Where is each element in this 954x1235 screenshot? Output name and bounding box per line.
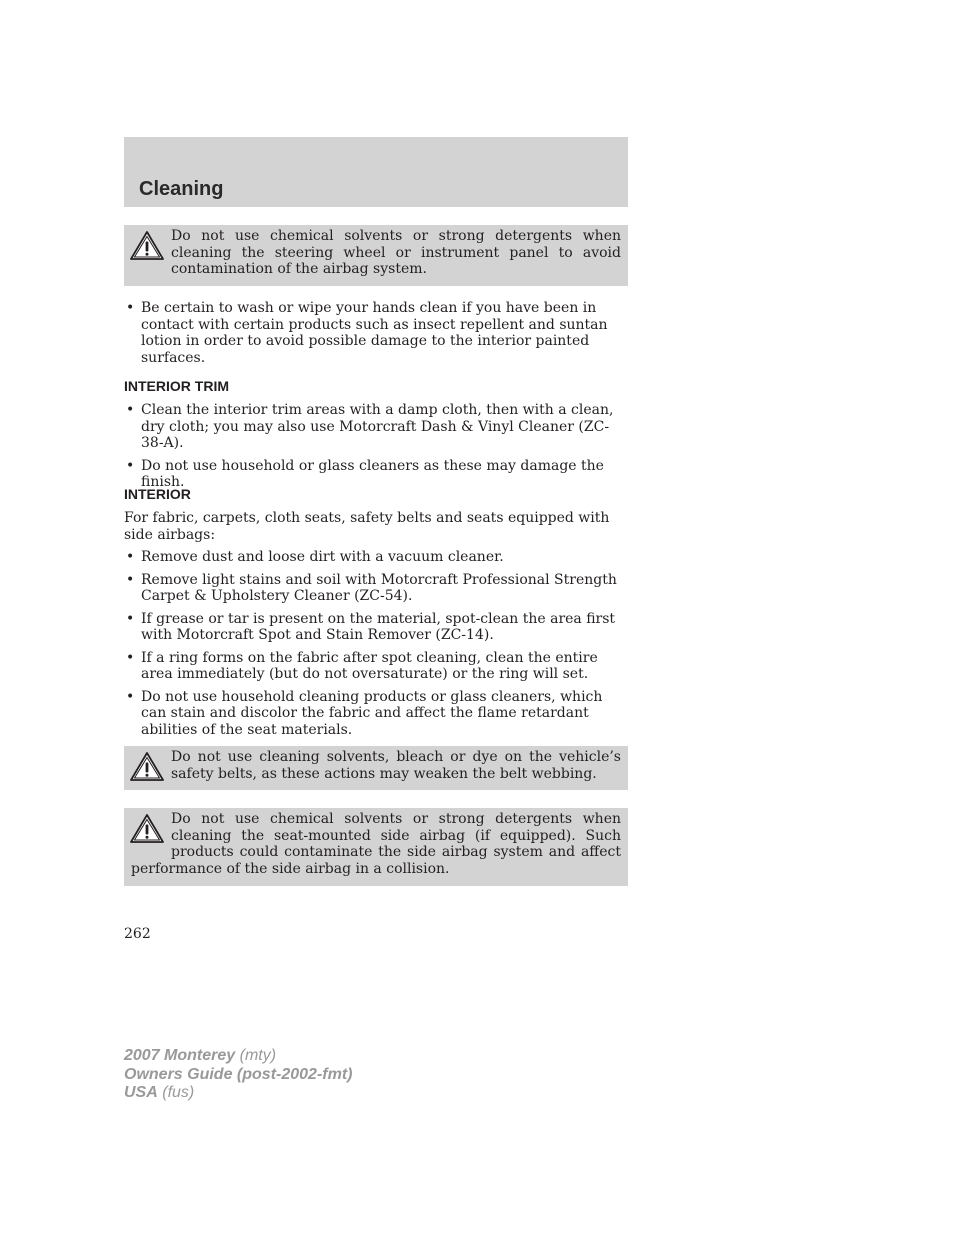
warning-text: Do not use chemical solvents or strong detergents when cleaning the seat-mounted side airbag (if equipped). Such products could contaminate the side airbag system and affect performance of the side airbag in a collision. xyxy=(131,811,621,877)
list-item-text: Do not use household or glass cleaners as these may damage the finish. xyxy=(141,457,604,490)
list-item xyxy=(124,689,628,739)
list-item xyxy=(124,402,628,452)
footer-model: 2007 Monterey xyxy=(124,1047,236,1064)
bullet: • xyxy=(126,571,135,588)
list-item-text: If a ring forms on the fabric after spot cleaning, clean the entire area immediately (but do not oversaturate) or the ring will set. xyxy=(141,649,598,682)
warning-triangle-icon xyxy=(129,230,165,262)
bullet: • xyxy=(126,610,135,627)
footer-market-code: (fus) xyxy=(162,1084,195,1101)
list-item-text: Clean the interior trim areas with a damp cloth, then with a clean, dry cloth; you may also use Motorcraft Dash & Vinyl Cleaner (ZC-38-A). xyxy=(141,402,614,451)
list-item-text: Remove light stains and soil with Motorcraft Professional Strength Carpet & Upholstery Cleaner (ZC-54). xyxy=(141,571,617,604)
list-item xyxy=(124,572,628,605)
page-number: 262 xyxy=(124,926,151,942)
warning-text: Do not use cleaning solvents, bleach or dye on the vehicle’s safety belts, as these actions may weaken the belt webbing. xyxy=(171,749,621,782)
list-item xyxy=(124,611,628,644)
footer-guide: Owners Guide (post-2002-fmt) xyxy=(124,1065,353,1083)
bullet: • xyxy=(126,402,135,418)
interior-bullet-list xyxy=(124,549,628,744)
bullet: • xyxy=(126,549,135,565)
warning-triangle-icon xyxy=(129,751,165,783)
intro-bullet-list xyxy=(124,300,628,372)
list-item-text: Remove dust and loose dirt with a vacuum cleaner. xyxy=(141,549,504,565)
bullet: • xyxy=(126,649,135,666)
document-footer xyxy=(124,1047,352,1103)
section-title: Cleaning xyxy=(139,178,224,200)
list-item xyxy=(124,549,628,566)
interior-trim-bullet-list xyxy=(124,402,628,497)
list-item xyxy=(124,300,628,366)
section-header xyxy=(124,137,628,207)
warning-box-side-airbag xyxy=(124,808,628,886)
bullet: • xyxy=(126,300,135,316)
list-item-text: Be certain to wash or wipe your hands clean if you have been in contact with certain products such as insect repellent and suntan lotion in order to avoid possible damage to the interior painted surfaces. xyxy=(141,300,608,366)
warning-text: Do not use chemical solvents or strong detergents when cleaning the steering wheel or instrument panel to avoid contamination of the airbag system. xyxy=(171,228,621,277)
footer-market: USA xyxy=(124,1084,158,1101)
warning-box-safety-belts xyxy=(124,746,628,790)
footer-line-model xyxy=(124,1047,352,1066)
list-item-text: Do not use household cleaning products or glass cleaners, which can stain and discolor the fabric and affect the flame retardant abilities of the seat materials. xyxy=(141,688,603,738)
list-item xyxy=(124,650,628,683)
footer-line-market xyxy=(124,1084,352,1103)
heading-interior: INTERIOR xyxy=(124,486,191,502)
footer-line-guide xyxy=(124,1066,352,1085)
warning-box-airbag-steering xyxy=(124,225,628,286)
bullet: • xyxy=(126,688,135,705)
heading-interior-trim: INTERIOR TRIM xyxy=(124,378,229,394)
list-item-text: If grease or tar is present on the material, spot-clean the area first with Motorcraft Spot and Stain Remover (ZC-14). xyxy=(141,610,616,643)
footer-model-code: (mty) xyxy=(239,1047,277,1064)
warning-triangle-icon xyxy=(129,813,165,845)
interior-intro: For fabric, carpets, cloth seats, safety belts and seats equipped with side airbags: xyxy=(124,510,610,543)
bullet: • xyxy=(126,457,135,474)
